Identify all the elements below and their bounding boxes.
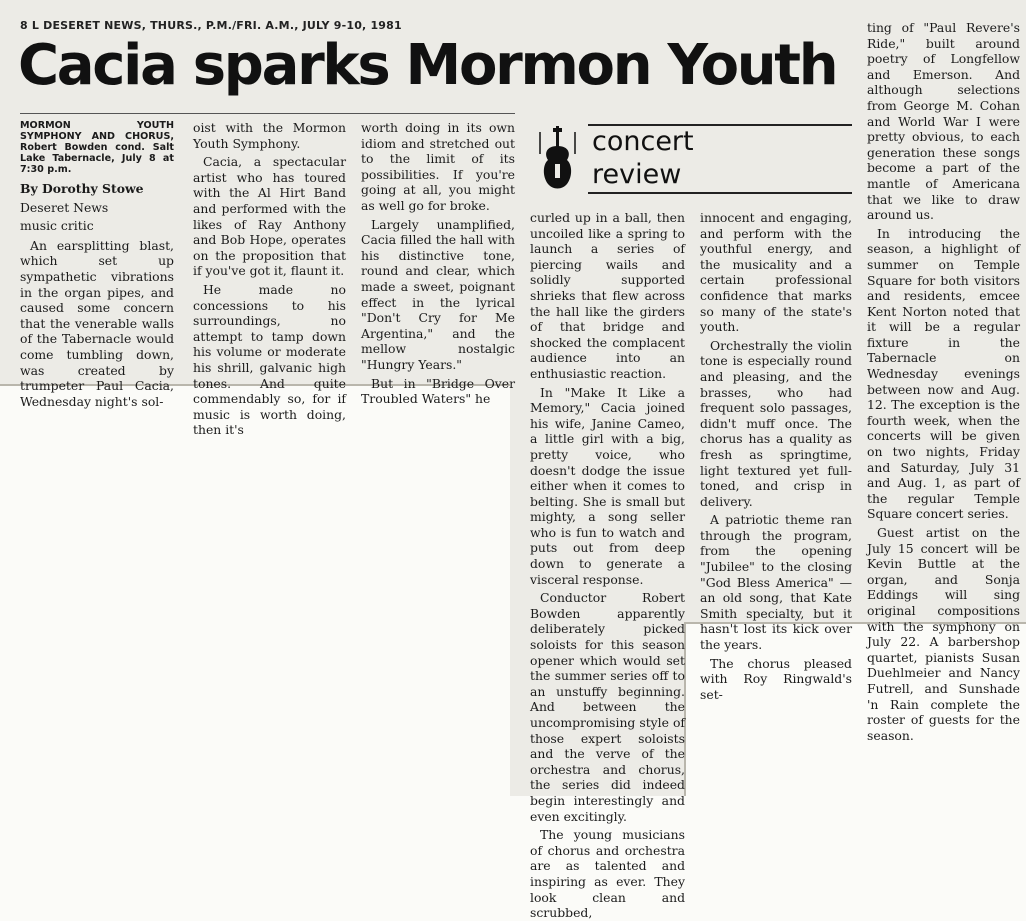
logo-word-concert: concert [592, 126, 694, 157]
article-column-5 [700, 210, 852, 702]
paragraph: ting of "Paul Revere's Ride," built around poetry of Longfellow and Emerson. And although selections from George M. Cohan and World War I were pretty obvious, to each generation these songs become a part of the mantle of Americana that we like to draw around us. [867, 20, 1020, 223]
paragraph: The young musicians of chorus and orchestra are as talented and inspiring as ever. They look clean and scrubbed, [530, 827, 685, 921]
byline-org: Deseret News [20, 199, 109, 215]
logo-rule [588, 192, 852, 194]
byline-role: music critic [20, 218, 94, 234]
article-column-6 [867, 20, 1020, 743]
article-column-3 [361, 120, 515, 407]
byline: By Dorothy Stowe [20, 181, 144, 196]
article-column-1 [20, 120, 174, 409]
concert-credit: MORMON YOUTH SYMPHONY AND CHORUS, Robert Bowden cond. Salt Lake Tabernacle, July 8 at 7:30 p.m. [20, 120, 174, 175]
paragraph: In introducing the season, a highlight of summer on Temple Square for both visitors and residents, emcee Kent Norton noted that it will be a regular fixture in the Tabernacle on Wednesday evenings between now and Aug. 12. The exception is the fourth week, when the concerts will be given on two nights, Friday and Saturday, July 31 and Aug. 1, as part of the regular Temple Square concert series. [867, 225, 1020, 522]
paragraph: Cacia, a spectacular artist who has toured with the Al Hirt Band and performed with the likes of Ray Anthony and Bob Hope, operates on the proposition that if you've got it, flaunt it. [193, 154, 346, 279]
paragraph: curled up in a ball, then uncoiled like a spring to launch a series of piercing wails and solidly supported shrieks that flew across the hall like the girders of that bridge and shocked the complacent audience into an enthusiastic reaction. [530, 210, 685, 381]
paragraph: Guest artist on the July 15 concert will be Kevin Buttle at the organ, and Sonja Eddings will sing original compositions with the symphony on July 22. A barbershop quartet, pianists Susan Duehlmeier and Nancy Futrell, and Sunshade 'n Rain complete the roster of guests for the season. [867, 525, 1020, 743]
paragraph: Conductor Robert Bowden apparently deliberately picked soloists for this season opener which would set the summer series off to an unstuffy beginning. And between the uncompromising style of those expert soloists and the verve of the orchestra and chorus, the series did indeed begin interestingly and even excitingly. [530, 590, 685, 824]
paragraph: Orchestrally the violin tone is especially round and pleasing, and the brasses, who had frequent solo passages, didn't muff once. The chorus has a quality as fresh as springtime, light textured yet full-toned, and crisp in delivery. [700, 337, 852, 509]
violin-icon [538, 124, 578, 194]
paragraph: Largely unamplified, Cacia filled the hall with his distinctive tone, round and clear, which made a sweet, poignant effect in the lyrical "Don't Cry for Me Argentina," and the mellow nostalgic "Hungry Years." [361, 216, 515, 372]
dateline: 8 L DESERET NEWS, THURS., P.M./FRI. A.M., JULY 9-10, 1981 [20, 19, 402, 32]
paragraph: oist with the Mormon Youth Symphony. [193, 120, 346, 151]
paragraph: In "Make It Like a Memory," Cacia joined his wife, Janine Cameo, a little girl with a big, pretty voice, who doesn't dodge the issue either when it comes to belting. She is small but mighty, a song seller who is fun to watch and puts out from deep down to generate a visceral response. [530, 384, 685, 587]
paragraph: The chorus pleased with Roy Ringwald's set- [700, 655, 852, 702]
paragraph: A patriotic theme ran through the program, from the opening "Jubilee" to the closing "God Bless America" — an old song, that Kate Smith specialty, but it hasn't lost its kick over the years. [700, 512, 852, 653]
article-column-4 [530, 210, 685, 921]
paragraph: worth doing in its own idiom and stretched out to the limit of its possibilities. If you're going at all, you might as well go for broke. [361, 120, 515, 213]
logo-word-review: review [592, 159, 682, 190]
paragraph: innocent and engaging, and perform with the youthful energy, and the musicality and a certain professional confidence that marks so many of the state's youth. [700, 210, 852, 335]
concert-review-logo [532, 124, 852, 194]
rule [20, 113, 515, 114]
paragraph: He made no concessions to his surroundings, no attempt to tamp down his volume or moderate his shrill, galvanic high tones. And quite commendably so, for if music is worth doing, then it's [193, 281, 346, 438]
article-column-2 [193, 120, 346, 438]
paragraph: But in "Bridge Over Troubled Waters" he [361, 375, 515, 407]
paragraph: An earsplitting blast, which set up sympathetic vibrations in the organ pipes, and caused some concern that the venerable walls of the Tabernacle would come tumbling down, was created by trumpeter Paul Cacia, Wednesday night's sol- [20, 237, 174, 409]
headline: Cacia sparks Mormon Youth [18, 33, 837, 98]
